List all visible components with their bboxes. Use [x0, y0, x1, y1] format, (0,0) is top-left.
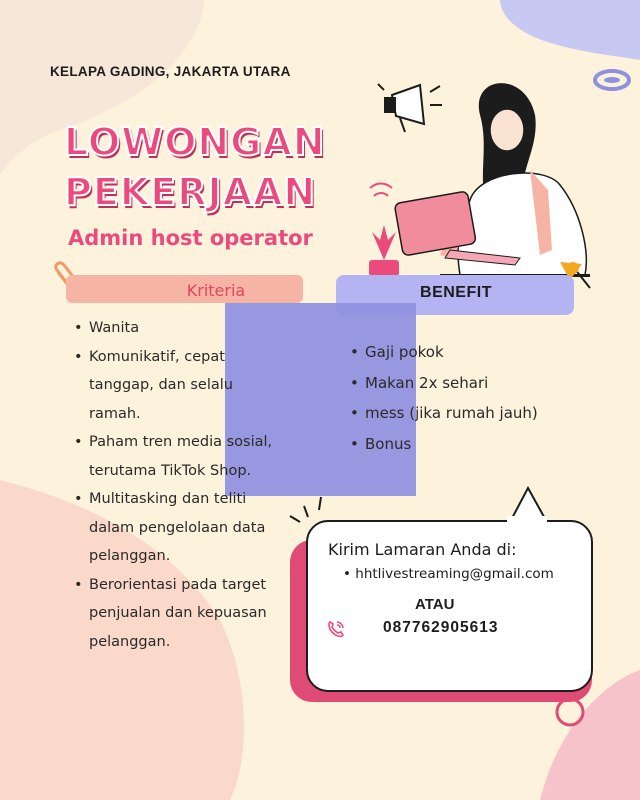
list-item: • Paham tren media sosial, terutama TikTok Shop. [72, 428, 282, 485]
phone-number[interactable]: 087762905613 [383, 619, 499, 636]
megaphone-icon [378, 84, 442, 132]
position-title: Admin host operator [68, 226, 313, 250]
list-item: • Makan 2x sehari [348, 368, 608, 399]
sparkle-lines [290, 497, 321, 522]
email-text[interactable]: hhtlivestreaming@gmail.com [355, 566, 554, 582]
top-right-blob [500, 0, 640, 60]
bubble-tail-mask [503, 516, 551, 526]
list-item: • Wanita [72, 314, 282, 343]
benefit-heading: BENEFIT [420, 284, 492, 301]
circle-decor [557, 699, 583, 725]
apply-heading: Kirim Lamaran Anda di: [328, 540, 517, 559]
list-item: • Bonus [348, 429, 608, 460]
kriteria-list [72, 314, 282, 656]
list-item: • Berorientasi pada target penjualan dan kepuasan pelanggan. [72, 571, 282, 657]
email-link[interactable]: • hhtlivestreaming@gmail.com [343, 566, 554, 582]
list-item: • Gaji pokok [348, 337, 608, 368]
or-text: ATAU [415, 596, 455, 613]
list-item: • mess (jika rumah jauh) [348, 398, 608, 429]
kriteria-heading: Kriteria [186, 281, 246, 300]
title-line2: PEKERJAAN [64, 170, 317, 214]
plant-icon [369, 184, 399, 277]
benefit-list [348, 337, 608, 459]
phone-icon [326, 619, 346, 639]
list-item: • Komunikatif, cepat tanggap, dan selalu ramah. [72, 343, 282, 429]
title-line1: LOWONGAN [64, 120, 326, 164]
ring-center-decor [604, 77, 620, 83]
list-item: • Multitasking dan teliti dalam pengelolaan data pelanggan. [72, 485, 282, 571]
location-text: KELAPA GADING, JAKARTA UTARA [50, 64, 291, 79]
